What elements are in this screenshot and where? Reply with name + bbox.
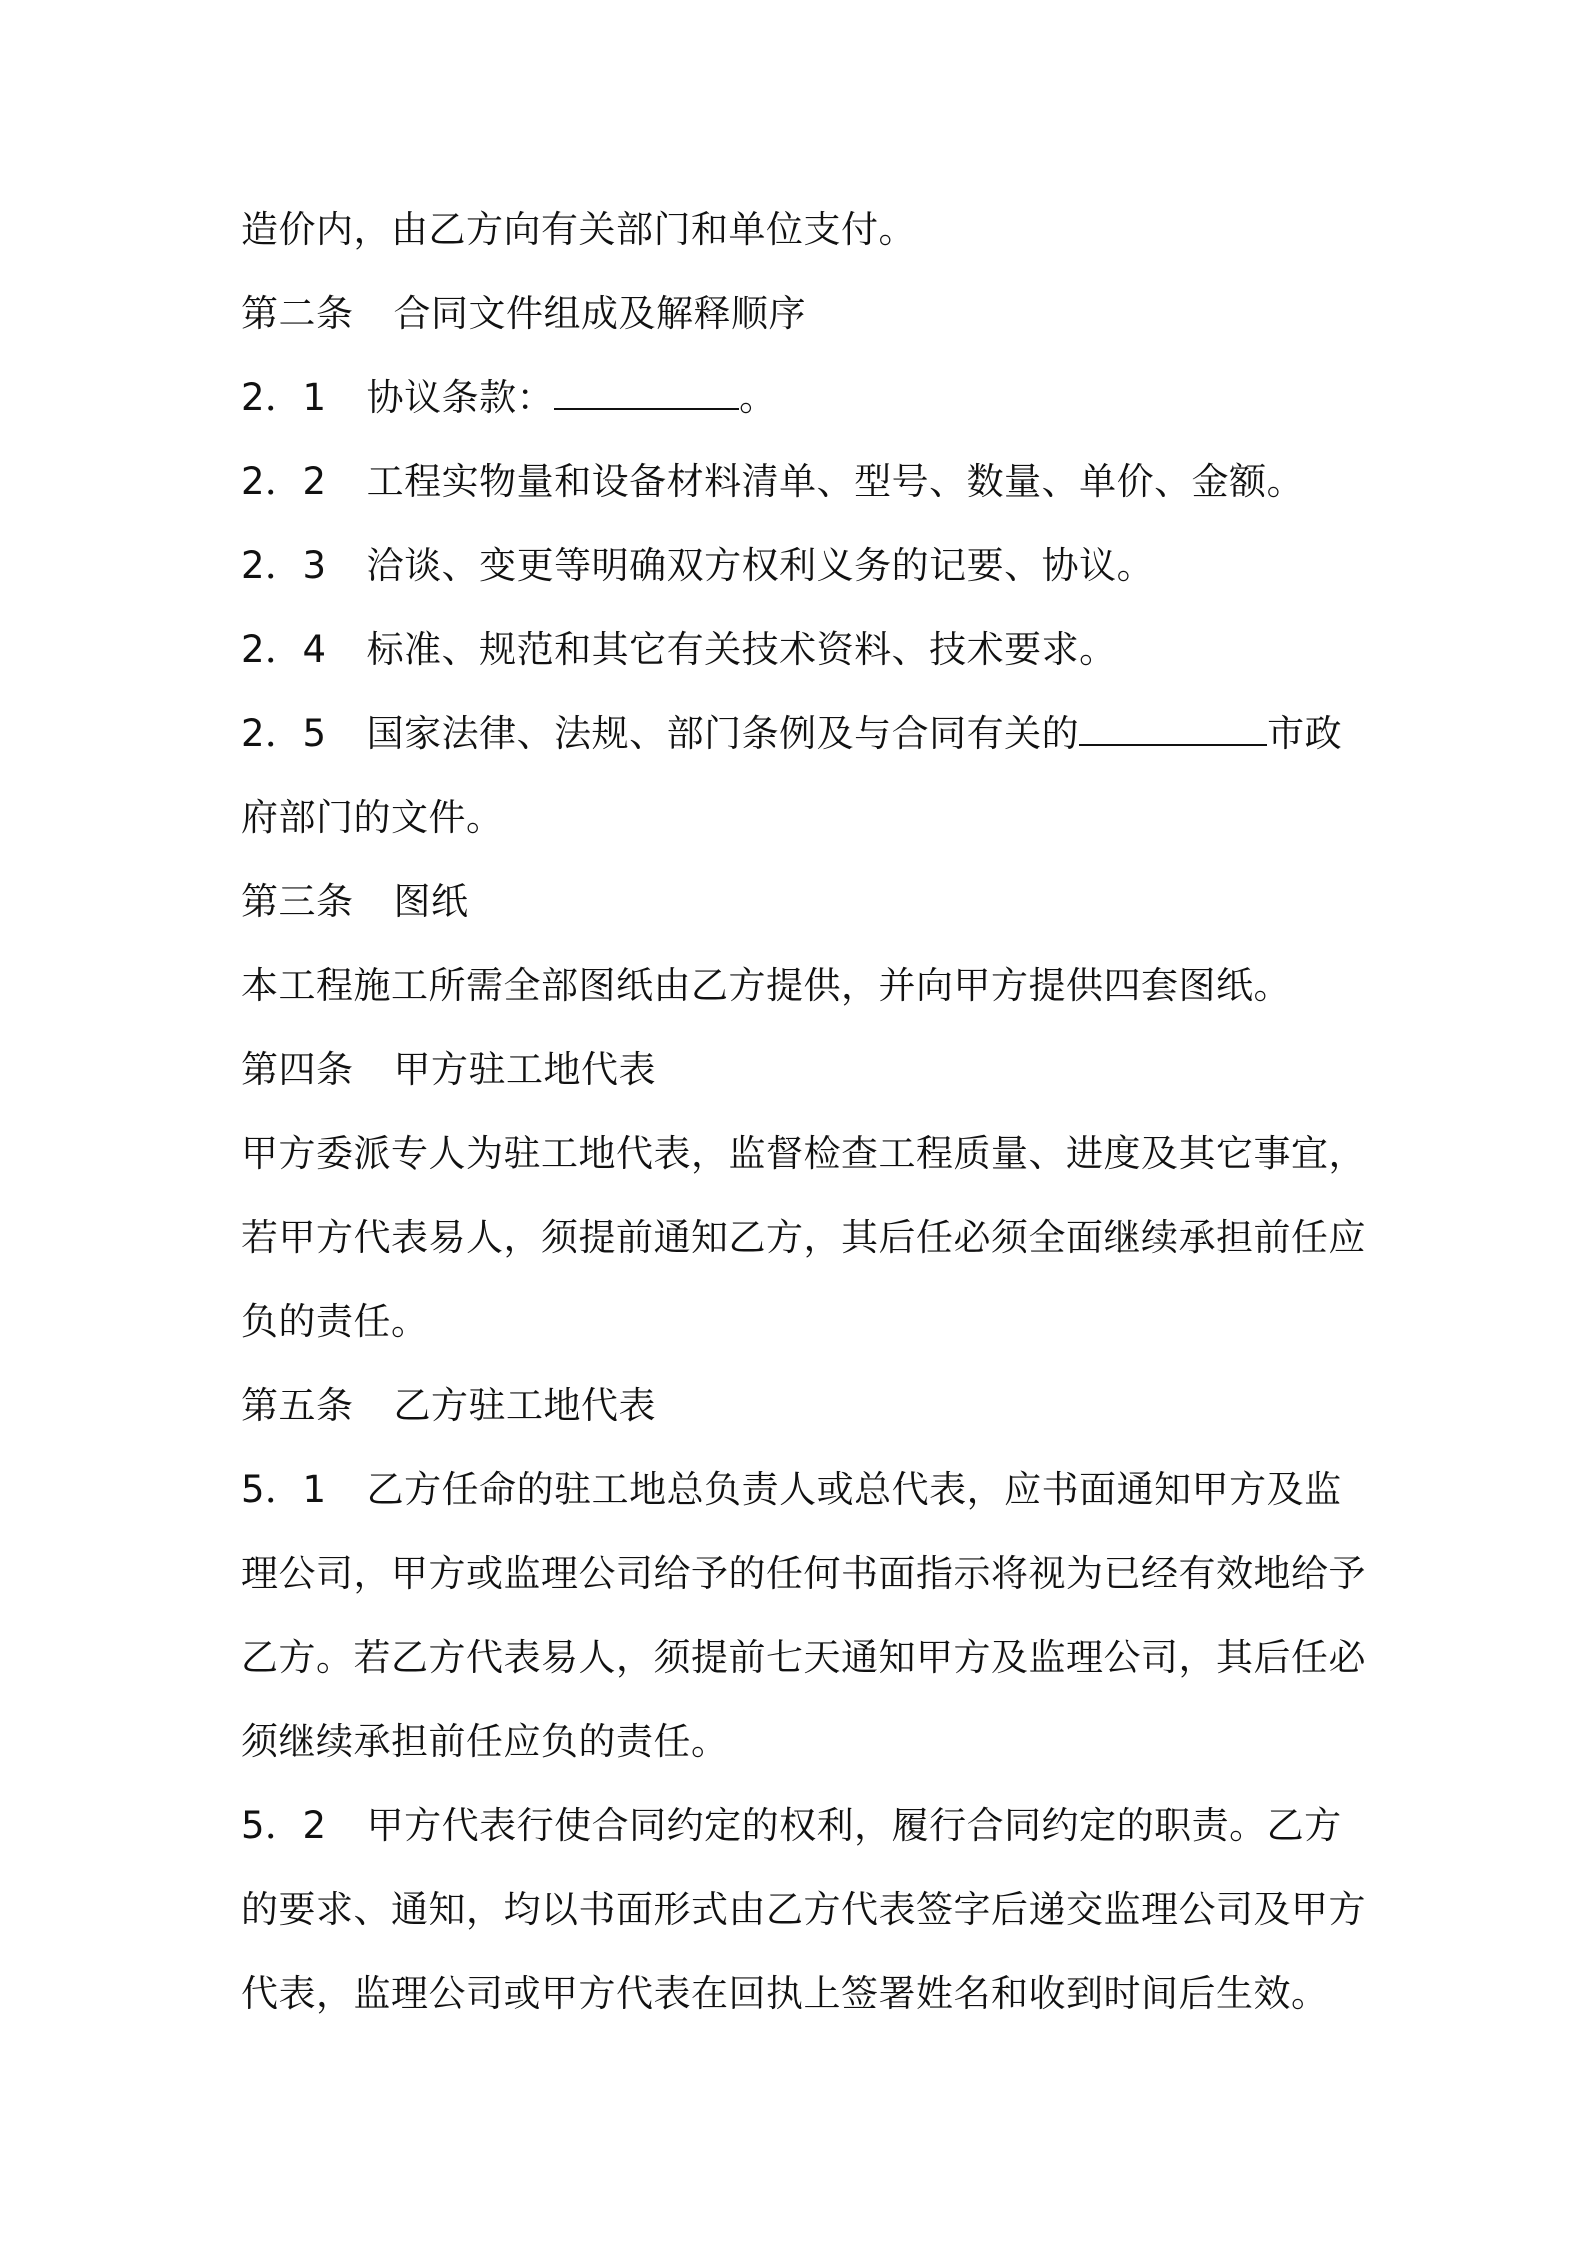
text-line [241, 1964, 1361, 2048]
article-title: 甲方驻工地代表 [393, 1048, 656, 1091]
article-number: 第三条 [241, 880, 354, 923]
text-line [241, 1880, 1366, 1964]
article-heading-4 [241, 1040, 1361, 1124]
clause-text: 标准、规范和其它有关技术资料、技术要求。 [366, 628, 1117, 671]
paragraph-text: 理公司，甲方或监理公司给予的任何书面指示将视为已经有效地给予 [241, 1552, 1366, 1595]
text-line [241, 1544, 1366, 1628]
clause-5-1 [241, 1460, 1361, 1544]
clause-text: 国家法律、法规、部门条例及与合同有关的 [366, 712, 1080, 755]
clause-text: 工程实物量和设备材料清单、型号、数量、单价、金额。 [366, 460, 1305, 503]
paragraph-text: 负的责任。 [241, 1300, 429, 1343]
clause-2-4 [241, 620, 1361, 704]
clause-number: 5．1 [241, 1468, 327, 1511]
paragraph-text: 本工程施工所需全部图纸由乙方提供，并向甲方提供四套图纸。 [241, 964, 1291, 1007]
clause-text: 乙方任命的驻工地总负责人或总代表，应书面通知甲方及监 [366, 1468, 1342, 1511]
article-heading-5 [241, 1376, 1361, 1460]
text-line [241, 956, 1361, 1040]
article-heading-2 [241, 284, 1361, 368]
clause-text: 洽谈、变更等明确双方权利义务的记要、协议。 [366, 544, 1155, 587]
article-title: 图纸 [393, 880, 469, 923]
clause-text-end: 。 [739, 376, 777, 419]
paragraph-text: 府部门的文件。 [241, 796, 504, 839]
clause-text: 甲方代表行使合同约定的权利，履行合同约定的职责。乙方 [366, 1804, 1342, 1847]
fill-in-blank [1079, 704, 1267, 746]
clause-number: 2．4 [241, 628, 327, 671]
article-number: 第二条 [241, 292, 354, 335]
fill-in-blank [554, 368, 739, 410]
paragraph-text: 须继续承担前任应负的责任。 [241, 1720, 729, 1763]
text-line [241, 1208, 1366, 1292]
article-title: 合同文件组成及解释顺序 [393, 292, 806, 335]
article-number: 第四条 [241, 1048, 354, 1091]
article-number: 第五条 [241, 1384, 354, 1427]
paragraph-text: 乙方。若乙方代表易人，须提前七天通知甲方及监理公司，其后任必 [241, 1636, 1366, 1679]
clause-number: 5．2 [241, 1804, 327, 1847]
paragraph-text: 的要求、通知，均以书面形式由乙方代表签字后递交监理公司及甲方 [241, 1888, 1366, 1931]
clause-2-5 [241, 704, 1361, 788]
text-line [241, 1124, 1366, 1208]
paragraph-text: 甲方委派专人为驻工地代表，监督检查工程质量、进度及其它事宜， [241, 1132, 1366, 1175]
text-line [241, 1712, 1361, 1796]
clause-2-3 [241, 536, 1361, 620]
article-heading-3 [241, 872, 1361, 956]
clause-2-2 [241, 452, 1361, 536]
paragraph-text: 代表，监理公司或甲方代表在回执上签署姓名和收到时间后生效。 [241, 1972, 1329, 2015]
clause-number: 2．5 [241, 712, 327, 755]
text-line [241, 788, 1361, 872]
paragraph-text: 若甲方代表易人，须提前通知乙方，其后任必须全面继续承担前任应 [241, 1216, 1366, 1259]
article-title: 乙方驻工地代表 [393, 1384, 656, 1427]
clause-text-end: 市政 [1267, 712, 1343, 755]
clause-number: 2．2 [241, 460, 327, 503]
paragraph-text: 造价内，由乙方向有关部门和单位支付。 [241, 208, 916, 251]
document-page [241, 200, 1366, 2048]
text-line [241, 200, 1361, 284]
clause-5-2 [241, 1796, 1361, 1880]
clause-text: 协议条款： [366, 376, 555, 419]
text-line [241, 1628, 1366, 1712]
clause-2-1 [241, 368, 1361, 452]
clause-number: 2．3 [241, 544, 327, 587]
clause-number: 2．1 [241, 376, 327, 419]
text-line [241, 1292, 1361, 1376]
